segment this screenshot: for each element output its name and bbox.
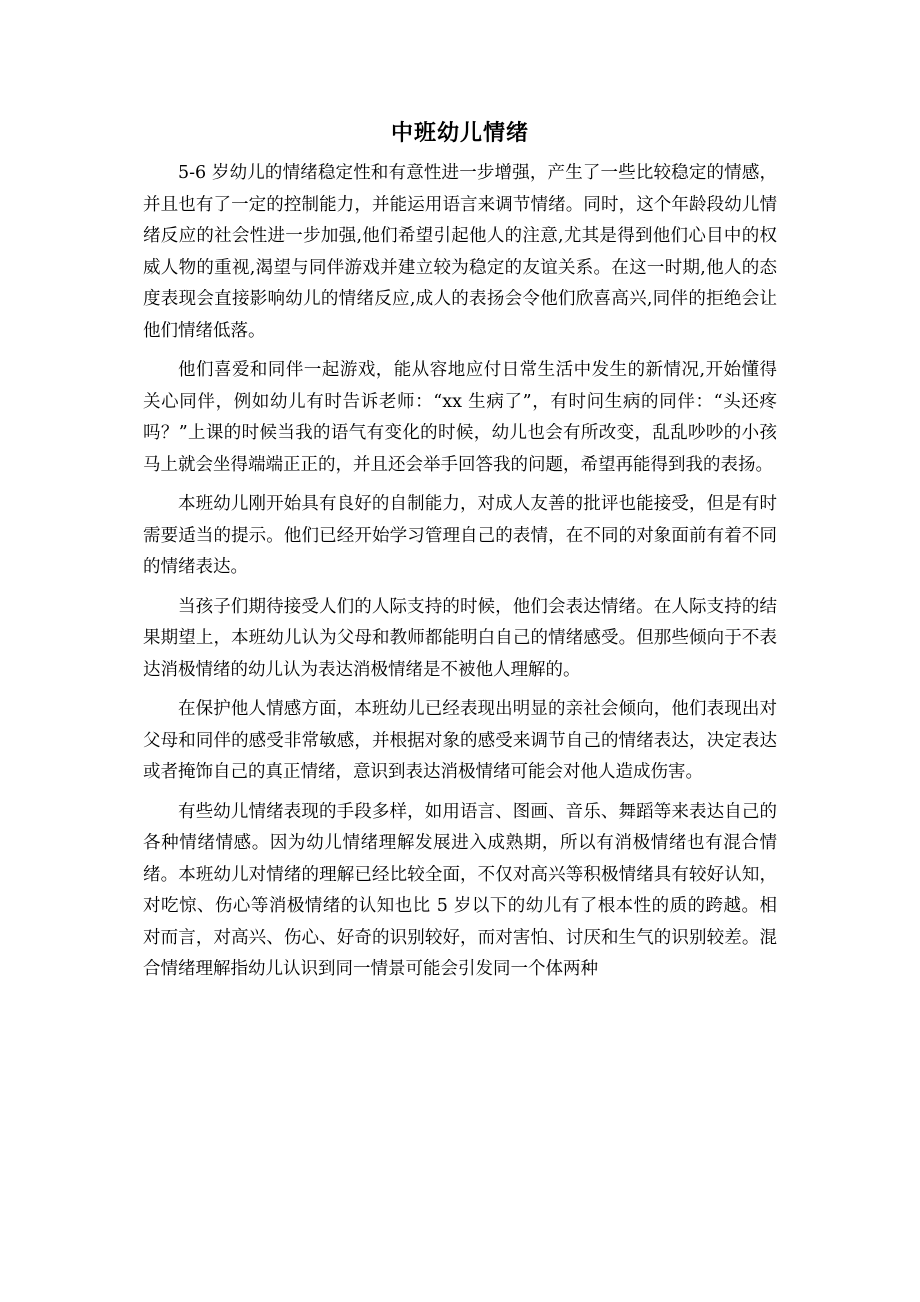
paragraph: 本班幼儿刚开始具有良好的自制能力，对成人友善的批评也能接受，但是有时需要适当的提示。他们已经开始学习管理自己的表情，在不同的对象面前有着不同的情绪表达。 bbox=[143, 494, 777, 577]
document-title: 中班幼儿情绪 bbox=[390, 121, 529, 146]
paragraph: 5-6 岁幼儿的情绪稳定性和有意性进一步增强，产生了一些比较稳定的情感，并且也有了一定的控制能力，并能运用语言来调节情绪。同时，这个年龄段幼儿情绪反应的社会性进一步加强,他们希望引起他人的注意,尤其是得到他们心目中的权威人物的重视,渴望与同伴游戏并建立较为稳定的友谊关系。在这一时期,他人的态度表现会直接影响幼儿的情绪反应,成人的表扬会令他们欣喜高兴,同伴的拒绝会让他们情绪低落。 bbox=[143, 163, 777, 341]
paragraph: 有些幼儿情绪表现的手段多样，如用语言、图画、音乐、舞蹈等来表达自己的各种情绪情感。因为幼儿情绪理解发展进入成熟期，所以有消极情绪也有混合情绪。本班幼儿对情绪的理解已经比较全面，不仅对高兴等积极情绪具有较好认知，对吃惊、伤心等消极情绪的认知也比 5 岁以下的幼儿有了根本性的质的跨越。相对而言，对高兴、伤心、好奇的识别较好，而对害怕、讨厌和生气的识别较差。混合情绪理解指幼儿认识到同一情景可能会引发同一个体两种 bbox=[143, 801, 777, 979]
paragraph: 在保护他人情感方面，本班幼儿已经表现出明显的亲社会倾向，他们表现出对父母和同伴的感受非常敏感，并根据对象的感受来调节自己的情绪表达，决定表达或者掩饰自己的真正情绪，意识到表达消极情绪可能会对他人造成伤害。 bbox=[143, 699, 777, 782]
document-body bbox=[143, 158, 777, 994]
paragraph: 他们喜爱和同伴一起游戏，能从容地应付日常生活中发生的新情况,开始懂得关心同伴，例如幼儿有时告诉老师：“xx 生病了”，有时问生病的同伴：“头还疼吗？”上课的时候当我的语气有变化的时候，幼儿也会有所改变，乱乱吵吵的小孩马上就会坐得端端正正的，并且还会举手回答我的问题，希望再能得到我的表扬。 bbox=[143, 360, 777, 475]
paragraph: 当孩子们期待接受人们的人际支持的时候，他们会表达情绪。在人际支持的结果期望上，本班幼儿认为父母和教师都能明白自己的情绪感受。但那些倾向于不表达消极情绪的幼儿认为表达消极情绪是不被他人理解的。 bbox=[143, 596, 777, 680]
